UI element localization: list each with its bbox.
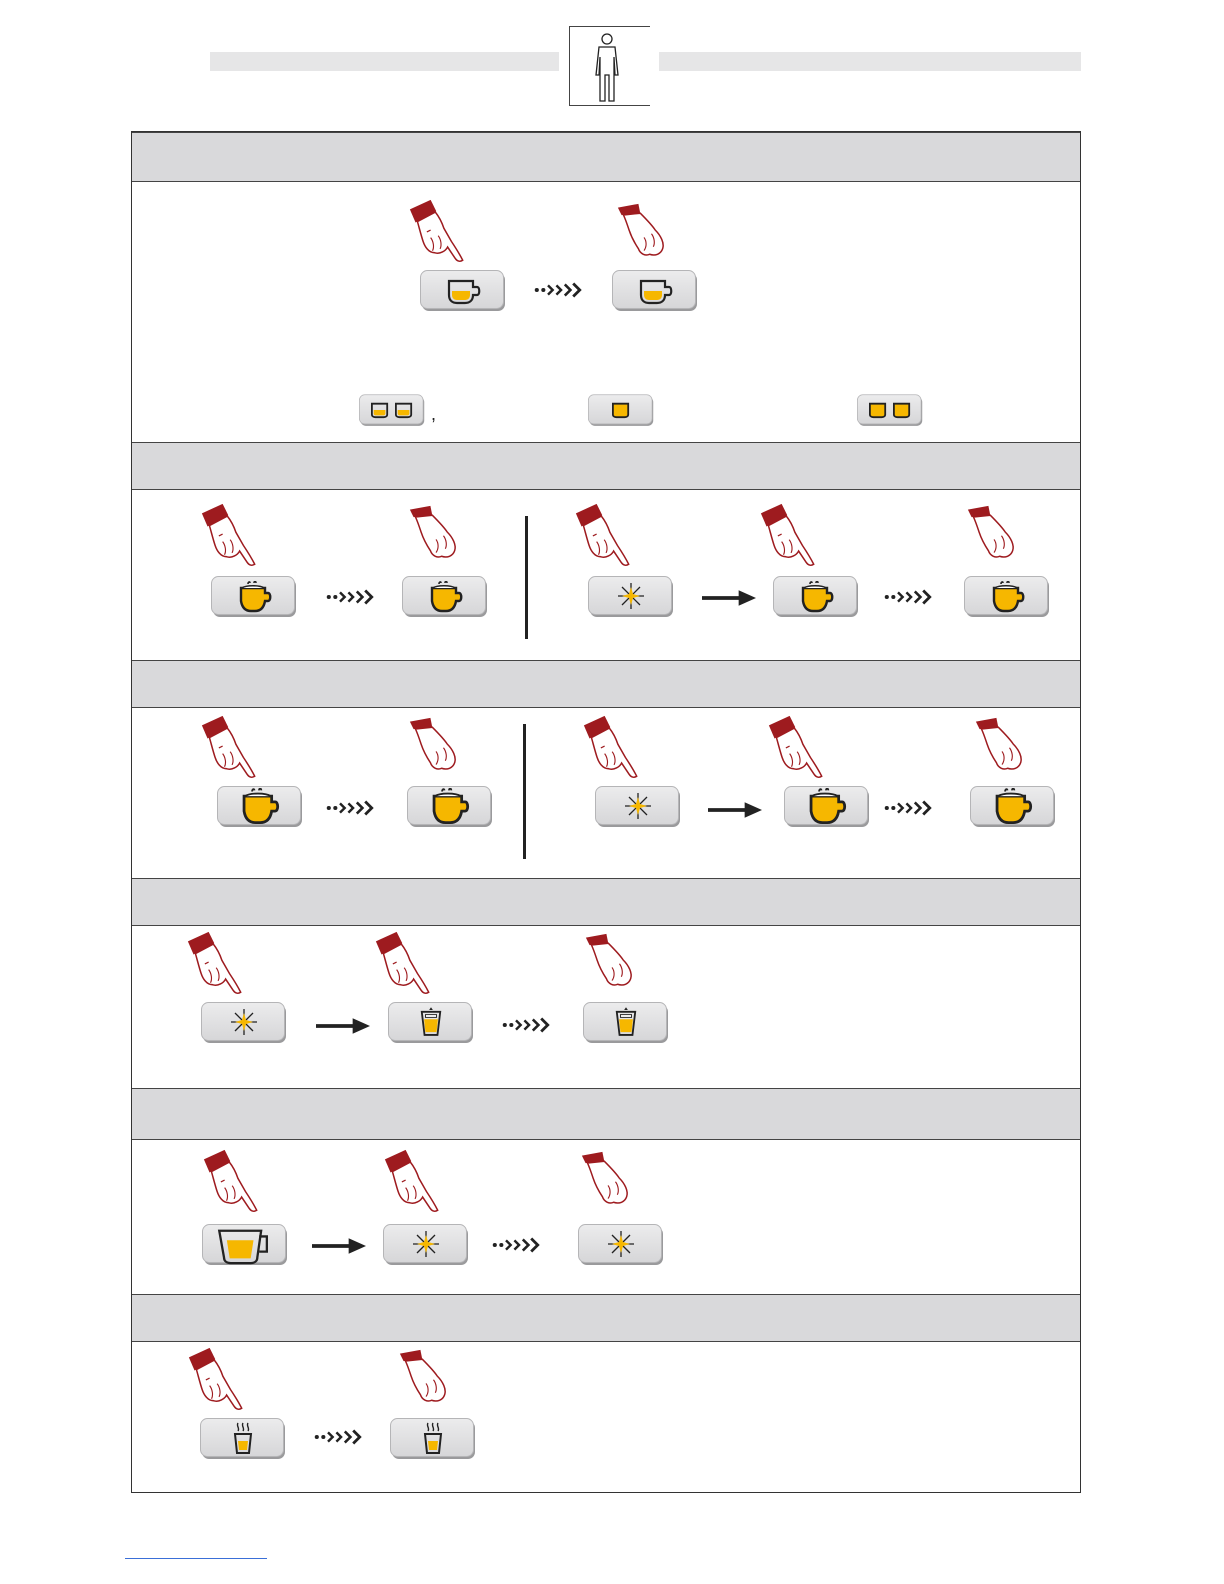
press-hand-icon [187, 1346, 253, 1412]
header-bar-right [659, 52, 1081, 71]
dotted-arrow-icon [314, 1426, 370, 1448]
person-icon [569, 26, 650, 106]
dotted-arrow-icon [884, 586, 940, 608]
press-hand-icon [186, 930, 252, 996]
press-hand-icon [408, 198, 474, 264]
section-header-4 [132, 878, 1080, 926]
release-hand-icon [408, 504, 464, 560]
dotted-arrow-icon [326, 797, 382, 819]
solid-arrow-icon [316, 1016, 370, 1036]
comma-separator: , [431, 404, 437, 424]
divider [523, 724, 526, 859]
star-key[interactable] [201, 1002, 287, 1044]
dotted-arrow-icon [326, 586, 382, 608]
dotted-arrow-icon [884, 797, 940, 819]
section-latte [132, 926, 1080, 1088]
section-header-3 [132, 660, 1080, 708]
solid-arrow-icon [708, 800, 762, 820]
release-hand-icon [966, 504, 1022, 560]
hot-water-key[interactable] [390, 1418, 476, 1460]
large-cappuccino-key[interactable] [784, 786, 870, 828]
one-cup-key[interactable] [588, 394, 654, 427]
press-hand-icon [759, 502, 825, 568]
latte-glass-key[interactable] [583, 1002, 669, 1044]
espresso-key[interactable] [420, 270, 506, 312]
release-hand-icon [580, 1150, 636, 1206]
section-header-6 [132, 1294, 1080, 1342]
footer-link-underline[interactable] [125, 1558, 267, 1559]
press-hand-icon [383, 1148, 449, 1214]
dotted-arrow-icon [502, 1014, 558, 1036]
release-hand-icon [398, 1348, 454, 1404]
star-key[interactable] [383, 1224, 469, 1266]
hot-water-key[interactable] [200, 1418, 286, 1460]
solid-arrow-icon [702, 588, 756, 608]
press-hand-icon [574, 502, 640, 568]
divider [525, 516, 528, 639]
section-large-cappuccino [132, 708, 1080, 878]
solid-arrow-icon [312, 1236, 366, 1256]
cappuccino-key[interactable] [402, 576, 488, 618]
star-key[interactable] [595, 786, 681, 828]
section-cappuccino [132, 490, 1080, 660]
section-header-1 [132, 132, 1080, 182]
section-header-5 [132, 1088, 1080, 1140]
section-hot-water [132, 1342, 1080, 1492]
instruction-table [131, 131, 1081, 1493]
press-hand-icon [374, 930, 440, 996]
large-cappuccino-key[interactable] [970, 786, 1056, 828]
espresso-key[interactable] [612, 270, 698, 312]
cappuccino-key[interactable] [211, 576, 297, 618]
milk-jug-key[interactable] [202, 1224, 288, 1266]
release-hand-icon [584, 932, 640, 988]
dotted-arrow-icon [492, 1234, 548, 1256]
latte-glass-key[interactable] [388, 1002, 474, 1044]
section-espresso [132, 182, 1080, 442]
large-cappuccino-key[interactable] [407, 786, 493, 828]
press-hand-icon [582, 714, 648, 780]
large-cappuccino-key[interactable] [217, 786, 303, 828]
cappuccino-key[interactable] [773, 576, 859, 618]
press-hand-icon [202, 1148, 268, 1214]
release-hand-icon [408, 716, 464, 772]
release-hand-icon [616, 202, 672, 258]
star-key[interactable] [588, 576, 674, 618]
two-small-cups-key[interactable] [359, 394, 425, 427]
press-hand-icon [767, 714, 833, 780]
star-key[interactable] [578, 1224, 664, 1266]
press-hand-icon [200, 714, 266, 780]
cappuccino-key[interactable] [964, 576, 1050, 618]
two-cups-key[interactable] [857, 394, 923, 427]
press-hand-icon [200, 502, 266, 568]
dotted-arrow-icon [534, 279, 590, 301]
header-bar-left [210, 52, 559, 71]
section-header-2 [132, 442, 1080, 490]
section-milk [132, 1140, 1080, 1294]
release-hand-icon [974, 716, 1030, 772]
